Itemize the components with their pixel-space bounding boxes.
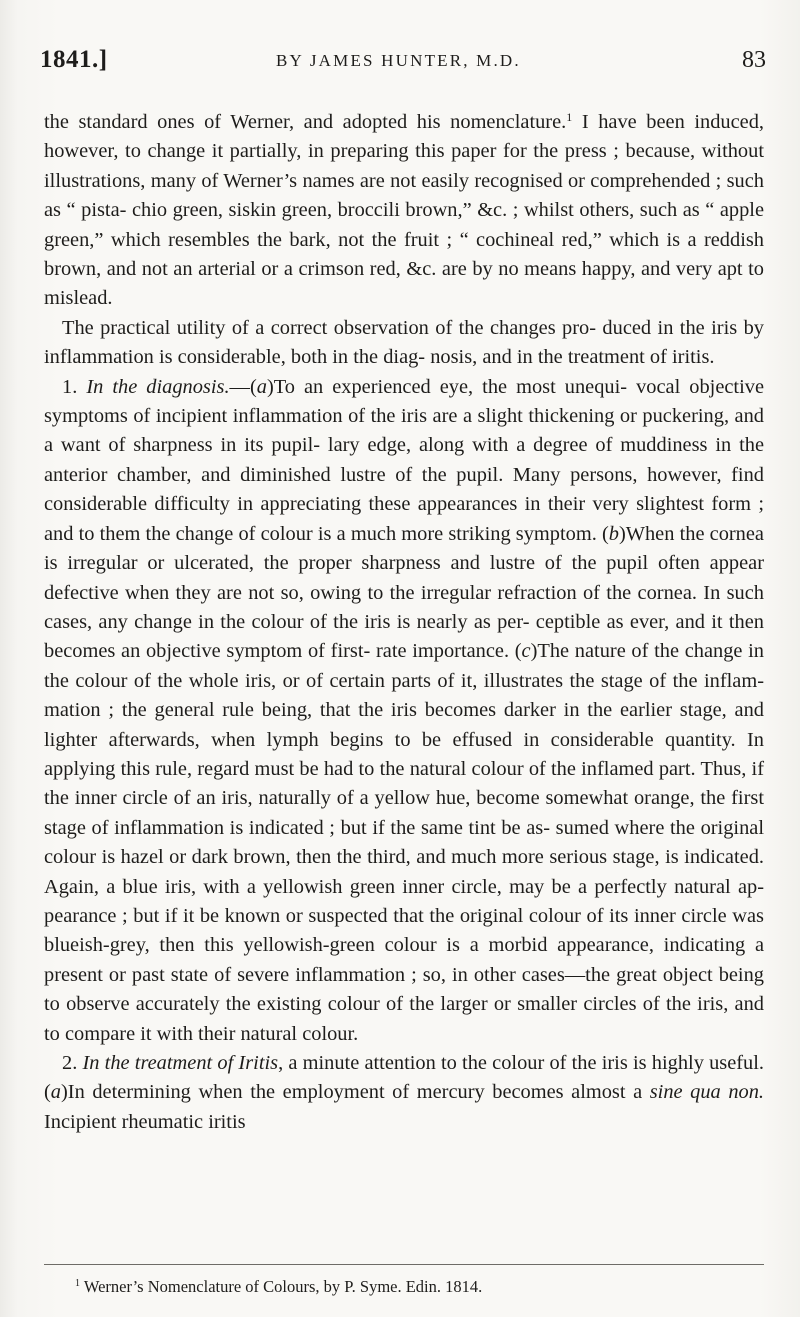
italic-text: c — [521, 640, 531, 663]
text-run: )In determining when the employment of mercury becomes almost a — [61, 1081, 650, 1104]
paragraph-continuation — [44, 108, 764, 314]
footnote — [75, 1277, 482, 1297]
paragraph-diagnosis — [44, 373, 764, 1049]
italic-text: b — [608, 522, 619, 545]
italic-text: In the diagnosis. — [86, 375, 230, 398]
body-text — [44, 108, 764, 1137]
footnote-text: Werner’s Nomenclature of Colours, by P. Syme. Edin. 1814. — [83, 1277, 483, 1296]
text-run: Incipient rheumatic iritis — [44, 1110, 246, 1133]
text-run: )To an experienced eye, the most unequi- vocal objective symptoms of incipient inflammation of the iris are a slight thickening or puckering, and a want of sharpness in its pupil- lary edge, along with a degree of muddiness in the anterior chamber, and diminished lustre of the pupil. Many persons, however, find considerable difficulty in appreciating these appearances in their very slightest form ; and to them the change of colour is a much more striking symptom. ( — [44, 375, 765, 545]
paragraph-treatment — [44, 1049, 764, 1137]
text-run: the standard ones of Werner, and adopted his nomenclature. — [44, 111, 567, 133]
header-running-title: BY JAMES HUNTER, M.D. — [276, 51, 521, 70]
header-year: 1841.] — [40, 46, 108, 73]
text-run: 1. — [62, 375, 87, 398]
text-run: I have been induced, however, to change it partially, in preparing this paper for the press ; because, without illustrations, many of Werner’s names are not easily recognised or comprehended ; such as “ pista- chio green, siskin green, broccili brown,” &c. ; whilst others, such as “ apple green,” which resembles the bark, not the fruit ; “ cochineal red,” which is a reddish brown, and not an arterial or a crimson red, &c. are by no means happy, and very apt to mislead. — [44, 111, 764, 310]
italic-text: a — [50, 1081, 61, 1104]
text-run: , a minute attention to the colour of the iris is highly useful. ( — [44, 1052, 765, 1104]
text-run: 2. — [62, 1052, 83, 1074]
footnote-rule — [44, 1264, 764, 1265]
page-number: 83 — [742, 47, 766, 73]
italic-text: In the treatment of Iritis — [82, 1052, 279, 1074]
text-run: The practical utility of a correct observation of the changes pro- duced in the iris by inflammation is considerable, both in the diag- nosis, and in the treatment of iritis. — [44, 316, 764, 369]
text-run: )The nature of the change in the colour of the whole iris, or of certain parts of it, illustrates the stage of the inflam- mation ; the general rule being, that the iris becomes darker in the earlier stage, and lighter afterwards, when lymph begins to be effused in considerable quantity. In applying this rule, regard must be had to the natural colour of the inflamed part. Thus, if the inner circle of an iris, naturally of a yellow hue, become somewhat orange, the first stage of inflammation is indicated ; but if the same tint be as- sumed where the original colour is hazel or dark brown, then the third, and much more serious stage, is indicated. Again, a blue iris, with a yellowish green inner circle, may be a perfectly natural ap- pearance ; but if it be known or suspected that the original colour of its inner circle was blueish-grey, then this yellowish-green colour is a morbid appearance, indicating a present or past state of severe inflammation ; so, in other cases—the great object being to observe accurately the existing colour of the larger or smaller circles of the iris, and to compare it with their natural colour. — [44, 640, 764, 1045]
text-run: —( — [229, 375, 257, 398]
footnote-marker: 1 — [75, 1278, 80, 1289]
text-run: )When the cornea is irregular or ulcerated, the proper sharpness and lustre of the pupil often appear defective when they are not so, owing to the irregular refraction of the cornea. In such cases, any change in the colour of the iris is nearly as per- ceptible as ever, and it then becomes an objective symptom of first- rate importance. ( — [44, 522, 764, 663]
running-header — [40, 46, 766, 82]
italic-text: a — [256, 375, 267, 398]
italic-text: sine qua non. — [649, 1081, 764, 1104]
paragraph-practical-utility — [44, 314, 764, 373]
footnote-reference: 1 — [566, 110, 573, 124]
